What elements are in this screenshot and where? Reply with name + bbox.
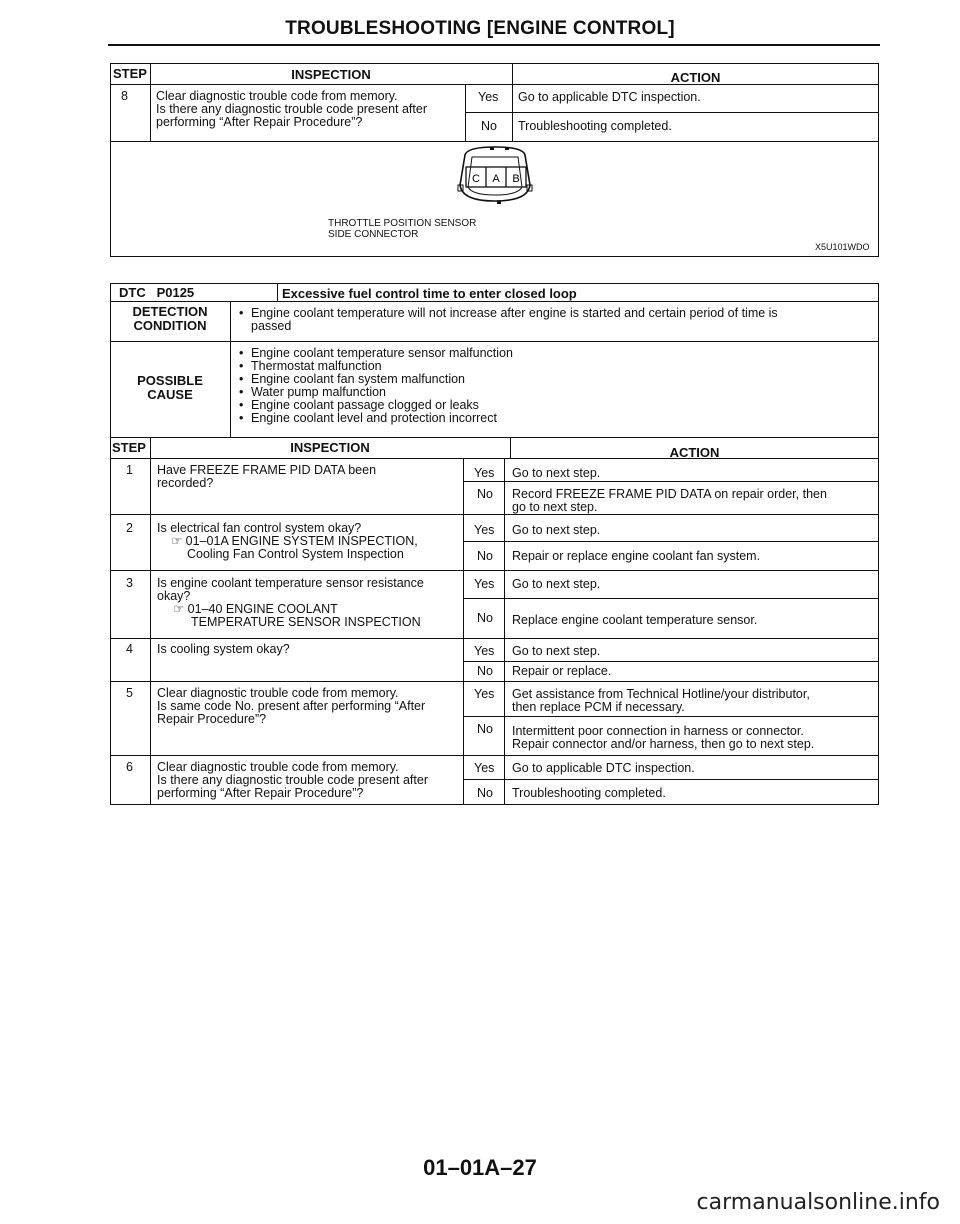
step-4-inspection: Is cooling system okay? — [157, 642, 290, 656]
step-1-inspection: Have FREEZE FRAME PID DATA been recorded? — [157, 463, 377, 490]
dtc-title: Excessive fuel control time to enter closed loop — [282, 286, 577, 301]
step-5-no-action: Intermittent poor connection in harness or connector. Repair connector and/or harness, then go to next step. — [512, 724, 815, 751]
pin-a: A — [492, 173, 500, 185]
step-1-number: 1 — [126, 463, 133, 477]
step-3-yes-action: Go to next step. — [512, 577, 601, 591]
step-1-yes-action: Go to next step. — [512, 466, 601, 480]
page-title: TROUBLESHOOTING [ENGINE CONTROL] — [285, 18, 675, 39]
dtc-code: P0125 — [156, 285, 195, 300]
step-inspection: Clear diagnostic trouble code from memory. Is there any diagnostic trouble code present after performing “After Repair Procedure”? — [156, 89, 427, 129]
yes-label: Yes — [478, 90, 499, 104]
step-1-no-action: Record FREEZE FRAME PID DATA on repair order, then go to next step. — [512, 487, 827, 514]
step-4-no: No — [477, 664, 493, 678]
step-2-yes: Yes — [474, 523, 495, 537]
possible-cause-item: • Engine coolant level and protection incorrect — [239, 412, 513, 425]
page-number: 01–01A–27 — [423, 1155, 537, 1180]
step-5-number: 5 — [126, 686, 133, 700]
step-1-no: No — [477, 487, 493, 501]
possible-cause-item: • Thermostat malfunction — [239, 360, 513, 373]
step-6-number: 6 — [126, 760, 133, 774]
detection-condition-text: • Engine coolant temperature will not increase after engine is started and certain period of time is passed — [239, 307, 778, 333]
step-6-no: No — [477, 786, 493, 800]
figure-caption: THROTTLE POSITION SENSOR SIDE CONNECTOR — [328, 218, 477, 240]
step-4-yes: Yes — [474, 644, 495, 658]
step-6-inspection: Clear diagnostic trouble code from memory. Is there any diagnostic trouble code present after performing “After Repair Procedure”? — [157, 760, 428, 800]
action-header: ACTION — [670, 70, 721, 85]
step-1-yes: Yes — [474, 466, 495, 480]
step-3-no-action: Replace engine coolant temperature sensor. — [512, 613, 758, 627]
step-3-inspection: Is engine coolant temperature sensor resistance okay? ☞ 01–40 ENGINE COOLANT TEMPERATURE SENSOR INSPECTION — [157, 576, 424, 629]
step-6-yes: Yes — [474, 761, 495, 775]
step-2-yes-action: Go to next step. — [512, 523, 601, 537]
step-2-inspection: Is electrical fan control system okay? ☞ 01–01A ENGINE SYSTEM INSPECTION, Cooling Fan Control System Inspection — [157, 521, 418, 561]
possible-cause-item: • Engine coolant fan system malfunction — [239, 373, 513, 386]
no-action: Troubleshooting completed. — [518, 119, 672, 133]
pin-c: C — [472, 173, 480, 185]
action-header: ACTION — [669, 445, 720, 460]
possible-cause-list — [239, 347, 513, 425]
step-5-yes-action: Get assistance from Technical Hotline/your distributor, then replace PCM if necessary. — [512, 687, 810, 714]
inspection-header: INSPECTION — [290, 440, 370, 455]
step-2-no-action: Repair or replace engine coolant fan system. — [512, 549, 761, 563]
step-number: 8 — [121, 89, 128, 103]
step-5-yes: Yes — [474, 687, 495, 701]
possible-cause-item: • Water pump malfunction — [239, 386, 513, 399]
watermark: carmanualsonline.info — [696, 1190, 940, 1215]
step-6-no-action: Troubleshooting completed. — [512, 786, 666, 800]
step-4-number: 4 — [126, 642, 133, 656]
possible-cause-label: POSSIBLE CAUSE — [137, 373, 203, 402]
step-4-no-action: Repair or replace. — [512, 664, 612, 678]
step-2-number: 2 — [126, 521, 133, 535]
title-rule — [108, 44, 880, 46]
figure-code: X5U101WDO — [815, 242, 870, 252]
step-5-no: No — [477, 722, 493, 736]
possible-cause-item: • Engine coolant passage clogged or leaks — [239, 399, 513, 412]
step-5-inspection: Clear diagnostic trouble code from memory. Is same code No. present after performing “After Repair Procedure”? — [157, 686, 426, 726]
pin-b: B — [512, 173, 520, 185]
step-4-yes-action: Go to next step. — [512, 644, 601, 658]
step-header: STEP — [113, 66, 147, 81]
step-3-no: No — [477, 611, 493, 625]
yes-action: Go to applicable DTC inspection. — [518, 90, 701, 104]
step-2-no: No — [477, 549, 493, 563]
detection-condition-label: DETECTION CONDITION — [132, 304, 208, 333]
inspection-header: INSPECTION — [291, 67, 371, 82]
step-6-yes-action: Go to applicable DTC inspection. — [512, 761, 695, 775]
possible-cause-item: • Engine coolant temperature sensor malfunction — [239, 347, 513, 360]
step-header: STEP — [112, 440, 146, 455]
step-3-number: 3 — [126, 576, 133, 590]
throttle-position-sensor-connector-figure — [420, 143, 570, 213]
dtc-label: DTC P0125 — [119, 285, 195, 300]
no-label: No — [481, 119, 497, 133]
step-3-yes: Yes — [474, 577, 495, 591]
